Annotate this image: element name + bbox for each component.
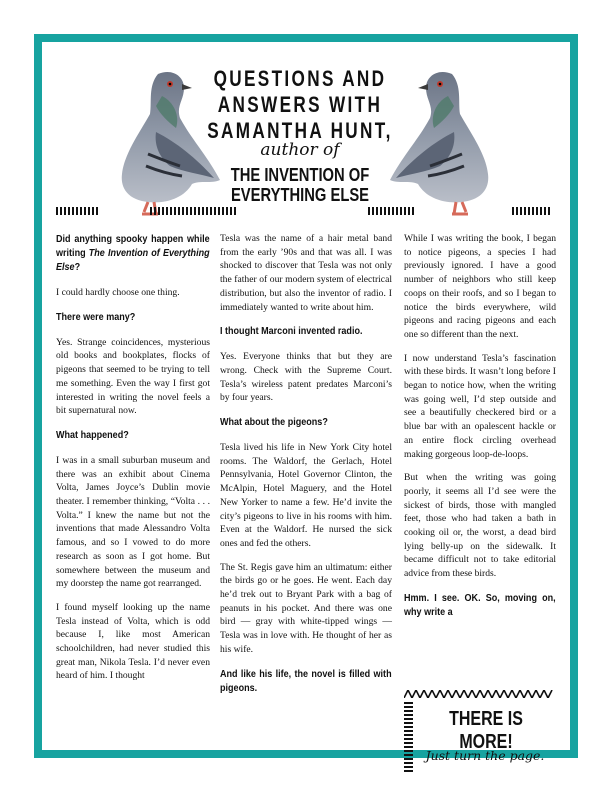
title-line-2: SAMANTHA HUNT, — [207, 118, 393, 143]
tick-rule-left — [56, 207, 100, 215]
column-3-paragraph-1: While I was writing the book, I began to notice pigeons, a species I had previously ignored. I have a good number of neighbors who still keep coops on their roofs, and so I began to notice the birds everywhere, wild pigeons and racing pigeons and each one so different than the next. — [404, 233, 556, 340]
question-2: There were many? — [56, 310, 136, 323]
answer-1: I could hardly choose one thing. — [56, 287, 180, 298]
answer-4: Yes. Everyone thinks that but they are wrong. Check with the Supreme Court. Tesla’s wireless patent predates Marconi’s by four years. — [220, 351, 392, 404]
tick-rule-right — [512, 207, 552, 215]
question-1-end: ? — [74, 261, 81, 273]
column-2-paragraph-1: Tesla was the name of a hair metal band from the early ’90s and that was all. I was shocked to discover that Tesla was not only the father of our modern system of electrical distribution, but also the inventor of radio. I immediately wanted to write about him. — [220, 233, 392, 313]
answer-3-paragraph-1: I was in a small suburban museum and there was an exhibit about Cinema Volta, James Joyce’s Dublin movie theater. I remember thinking, “Volta . . . Volta.” I knew the name but not the inventions that made Alessandro Volta famous, and so I vowed to do more research as soon as I got home. But somewhere between the museum and my doorstep the name got rearranged. — [56, 454, 210, 590]
question-6: Hmm. I see. OK. So, moving on, why write a — [404, 591, 556, 618]
vertical-tick-strip — [404, 702, 413, 772]
answer-3-paragraph-2: I found myself looking up the name Tesla instead of Volta, which is odd because I, like most American schoolchildren, had never studied this great man, Nikola Tesla. I’d never even heard of him. I thought — [56, 601, 210, 682]
there-is-more-heading: THERE IS MORE! — [449, 708, 523, 753]
tick-rule-center-right — [368, 207, 416, 215]
column-3-paragraph-2: I now understand Tesla’s fascination with these birds. It wasn’t long before I began to notice how, when the writing was going well, I’d step outside and see a beautifully checkered bird or a blue bar with an opalescent hackle or an entire flock circling overhead making gorgeous loop-de-loops. — [404, 352, 556, 460]
column-1 — [56, 232, 210, 693]
tick-rule-center-left — [150, 207, 236, 215]
answer-5-paragraph-1: Tesla lived his life in New York City hotel rooms. The Waldorf, the Gerlach, Hotel Pennsylvania, Hotel Governor Clinton, the McAlpin, Hotel Maguery, and the Hotel New Yorker to name a few. He’d invite the city’s pigeons to live in his rooms with him. Even at the Waldorf. He nursed the sick ones and fed the others. — [220, 442, 392, 549]
question-1-text: Did anything spooky happen while writing — [56, 233, 210, 259]
book-title — [230, 165, 369, 205]
question-5: What about the pigeons? — [220, 416, 328, 429]
column-3 — [404, 232, 556, 631]
turn-the-page-note: Just turn the page. — [425, 748, 545, 763]
question-1 — [56, 232, 210, 274]
answer-2: Yes. Strange coincidences, mysterious old books and bookplates, flocks of pigeons that seemed to be trying to tell me something. Even the way I first got interested in writing the novel feels a bit supernatural now. — [56, 336, 210, 417]
column-2 — [220, 232, 392, 707]
answer-5-paragraph-2: The St. Regis gave him an ultimatum: either the birds go or he goes. He went. Each day he’d trek out to Bryant Park with a bag of peanuts in his pocket. And there was one bird — gray with white-tipped wings — Tesla was in love with. He thought of her as his wife. — [220, 561, 392, 655]
closing-line: And like his life, the novel is filled with pigeons. — [220, 667, 392, 694]
main-title — [167, 66, 432, 144]
zigzag-rule — [404, 690, 554, 698]
question-3: What happened? — [56, 428, 129, 441]
column-3-paragraph-3: But when the writing was going poorly, it seems all I’d see were the sickest of birds, those with mangled feet, those who had taken a bath in cooking oil or, the worst, a dead bird lying belly-up on the sidewalk. It became difficult not to take editorial advice from these birds. — [404, 472, 556, 580]
book-title-line-1: THE INVENTION OF — [230, 165, 370, 185]
author-of-label: author of — [260, 140, 340, 160]
question-1-book-title: The Invention of Everything Else — [56, 247, 210, 273]
title-line-1: QUESTIONS AND ANSWERS WITH — [213, 66, 387, 117]
question-4: I thought Marconi invented radio. — [220, 325, 363, 338]
book-title-line-2: EVERYTHING ELSE — [230, 185, 370, 205]
